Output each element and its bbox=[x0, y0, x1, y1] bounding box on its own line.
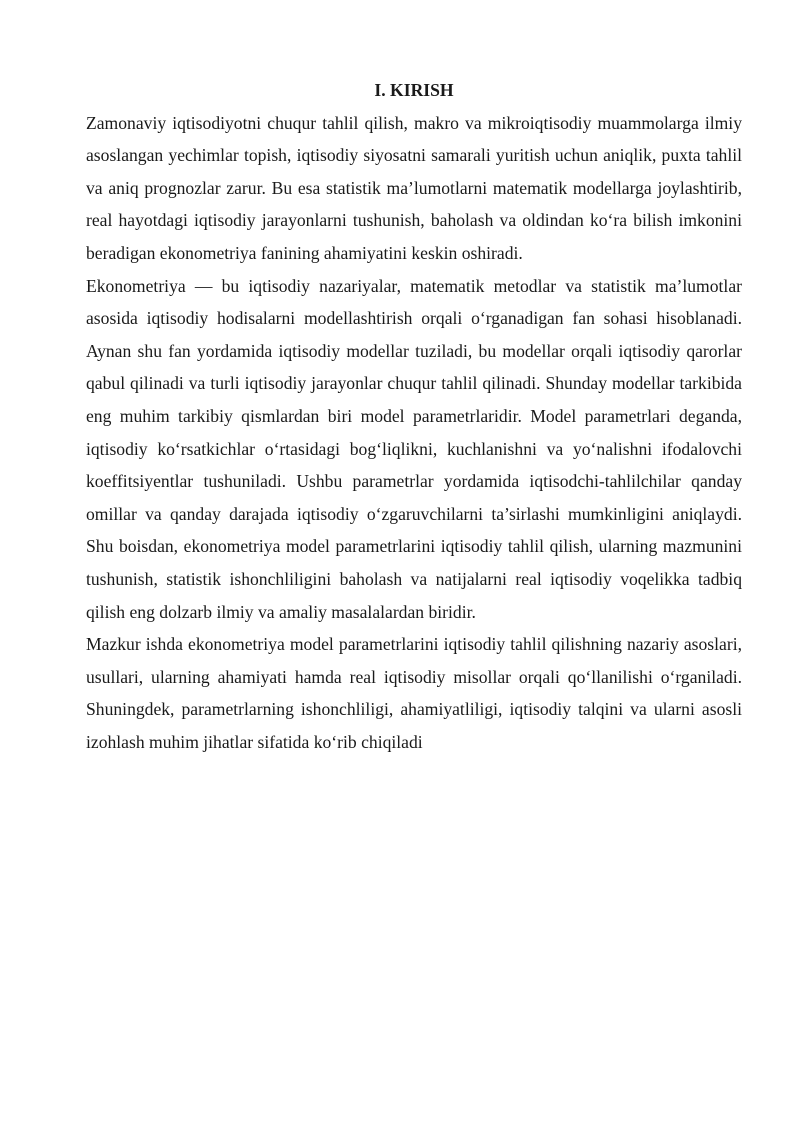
section-title: I. KIRISH bbox=[374, 80, 454, 100]
document-page bbox=[86, 74, 742, 758]
paragraph-econometrics-definition: Ekonometriya — bu iqtisodiy nazariyalar, matematik metodlar va statistik ma’lumotlar asosida iqtisodiy hodisalarni modellashtirish orqali o‘rganadigan fan sohasi hisoblanadi. Aynan shu fan yordamida iqtisodiy modellar tuziladi, bu modellar orqali iqtisodiy qarorlar qabul qilinadi va turli iqtisodiy jarayonlar chuqur tahlil qilinadi. Shunday modellar tarkibida eng muhim tarkibiy qismlardan biri model parametrlaridir. Model parametrlari deganda, iqtisodiy ko‘rsatkichlar o‘rtasidagi bog‘liqlikni, kuchlanishni va yo‘nalishni ifodalovchi koeffitsiyentlar tushuniladi. Ushbu parametrlar yordamida iqtisodchi-tahlilchilar qanday omillar va qanday darajada iqtisodiy o‘zgaruvchilarni ta’sirlashi mumkinligini aniqlaydi. Shu boisdan, ekonometriya model parametrlarini iqtisodiy tahlil qilish, ularning mazmunini tushunish, statistik ishonchliligini baholash va natijalarni real iqtisodiy voqelikka tadbiq qilish eng dolzarb ilmiy va amaliy masalalardan biridir. bbox=[86, 275, 742, 622]
paragraph-work-scope: Mazkur ishda ekonometriya model parametrlarini iqtisodiy tahlil qilishning nazariy asoslari, usullari, ularning ahamiyati hamda real iqtisodiy misollar orqali qo‘llanilishi o‘rganiladi. Shuningdek, parametrlarning ishonchliligi, ahamiyatliligi, iqtisodiy talqini va ularni asosli izohlash muhim jihatlar sifatida ko‘rib chiqiladi bbox=[86, 634, 742, 752]
paragraph-introduction: Zamonaviy iqtisodiyotni chuqur tahlil qilish, makro va mikroiqtisodiy muammolarga ilmiy asoslangan yechimlar topish, iqtisodiy siyosatni samarali yuritish uchun aniqlik, puxta tahlil va aniq prognozlar zarur. Bu esa statistik ma’lumotlarni matematik modellarga joylashtirib, real hayotdagi iqtisodiy jarayonlarni tushunish, baholash va oldindan ko‘ra bilish imkonini beradigan ekonometriya fanining ahamiyatini keskin oshiradi. bbox=[86, 112, 742, 263]
